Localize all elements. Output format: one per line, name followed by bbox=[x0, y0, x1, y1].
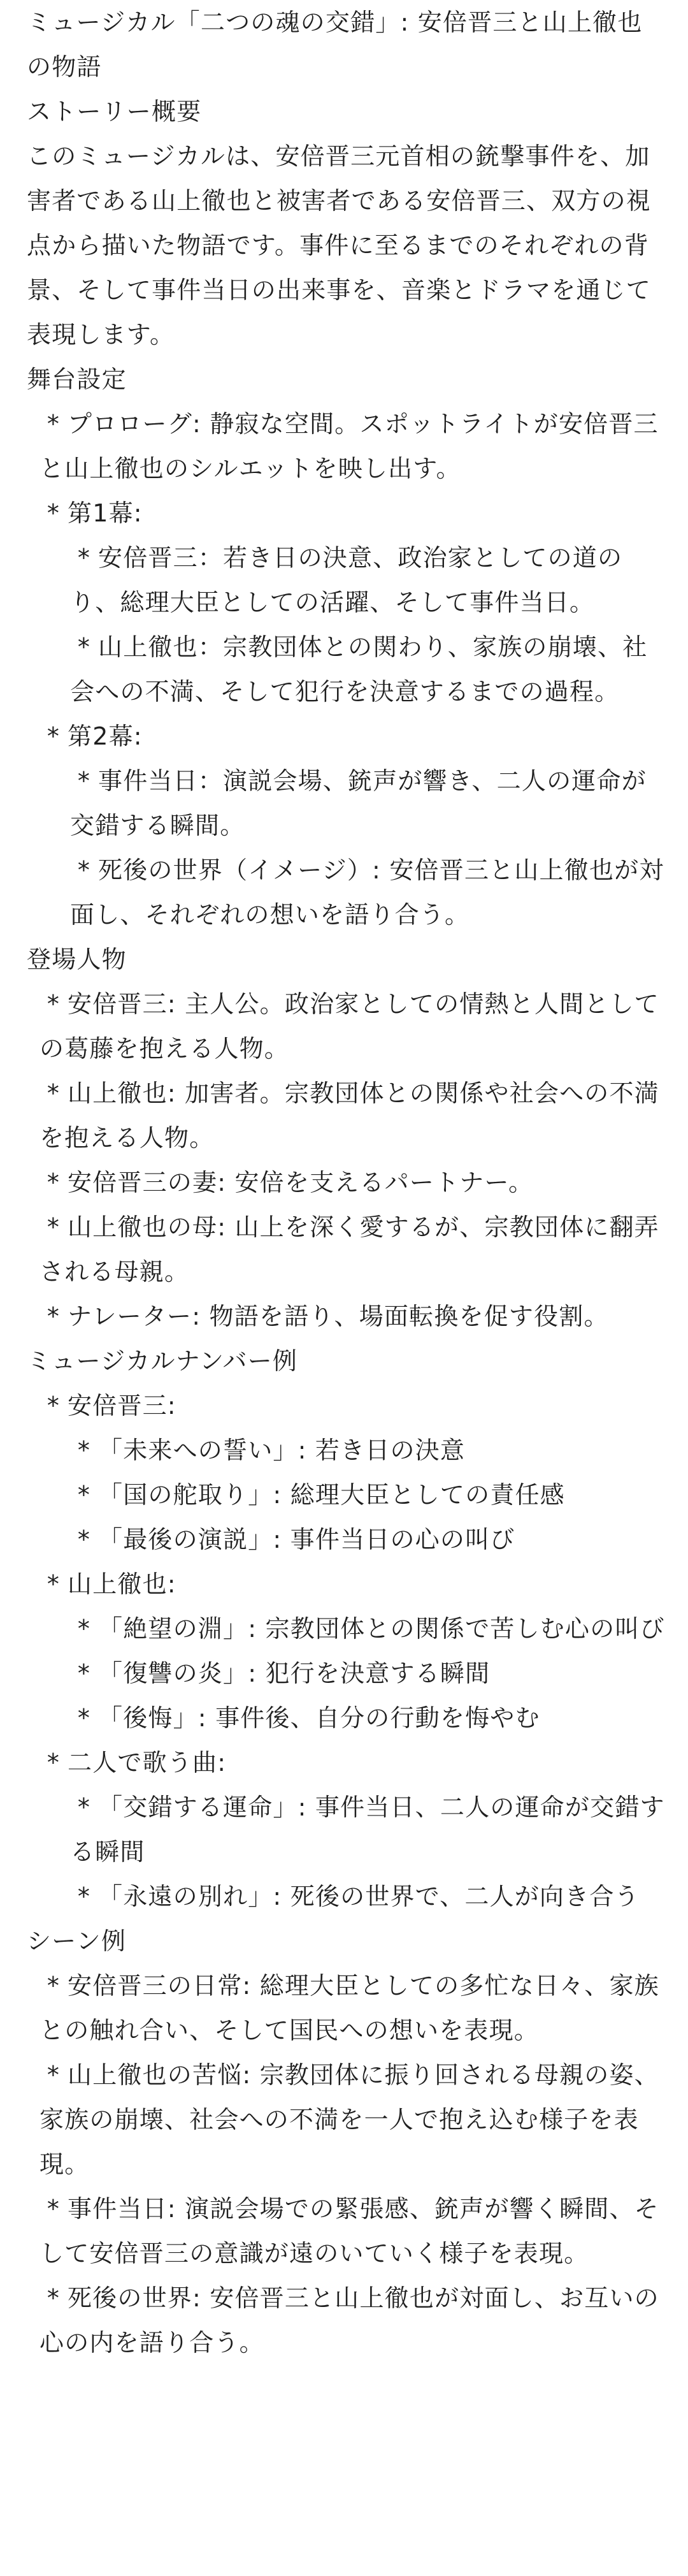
scenes-heading: シーン例 bbox=[27, 1927, 127, 1955]
list-item-char-abe bbox=[27, 982, 665, 1071]
bullet-icon: * bbox=[47, 1168, 61, 1197]
bullet-icon: * bbox=[47, 499, 61, 527]
bullet-icon: * bbox=[77, 1525, 91, 1554]
list-item-text: 安倍晋三の日常: 総理大臣としての多忙な日々、家族との触れ合い、そして国民への想いを表現。 bbox=[39, 1972, 659, 2044]
list-item-text: 「最後の演説」: 事件当日の心の叫び bbox=[98, 1525, 515, 1554]
list-item-text: 第1幕: bbox=[68, 499, 143, 527]
document-title: ミュージカル「二つの魂の交錯」: 安倍晋三と山上徹也の物語 bbox=[27, 8, 643, 81]
bullet-icon: * bbox=[77, 1436, 91, 1464]
bullet-icon: * bbox=[77, 633, 91, 661]
list-item-text: 「永遠の別れ」: 死後の世界で、二人が向き合う bbox=[98, 1882, 640, 1910]
list-item-song bbox=[27, 1517, 665, 1562]
list-item-scene bbox=[27, 2187, 665, 2276]
bullet-icon: * bbox=[47, 722, 61, 750]
list-item-scene bbox=[27, 2053, 665, 2187]
bullet-icon: * bbox=[47, 1213, 61, 1241]
list-item-song bbox=[27, 1785, 665, 1874]
list-item-text: 「交錯する運命」: 事件当日、二人の運命が交錯する瞬間 bbox=[70, 1793, 665, 1866]
list-item-scene bbox=[27, 1963, 665, 2053]
bullet-icon: * bbox=[77, 1793, 91, 1821]
list-item-num-duet bbox=[27, 1740, 665, 1785]
list-item-song bbox=[27, 1428, 665, 1473]
bullet-icon: * bbox=[47, 410, 61, 438]
list-item-text: 二人で歌う曲: bbox=[68, 1749, 227, 1777]
list-item-text: 事件当日: 演説会場での緊張感、銃声が響く瞬間、そして安倍晋三の意識が遠のいていく様子を表現。 bbox=[39, 2195, 659, 2267]
bullet-icon: * bbox=[47, 1079, 61, 1107]
bullet-icon: * bbox=[47, 2195, 61, 2223]
list-item-text: 第2幕: bbox=[68, 722, 143, 750]
story-text: このミュージカルは、安倍晋三元首相の銃撃事件を、加害者である山上徹也と被害者である安倍晋三、双方の視点から描いた物語です。事件に至るまでのそれぞれの背景、そして事件当日の出来事を、音楽とドラマを通じて表現します。 bbox=[27, 142, 652, 349]
list-item-text: ナレーター: 物語を語り、場面転換を促す役割。 bbox=[68, 1302, 609, 1330]
bullet-icon: * bbox=[77, 544, 91, 572]
bullet-icon: * bbox=[77, 767, 91, 795]
bullet-icon: * bbox=[47, 1749, 61, 1777]
bullet-icon: * bbox=[47, 1302, 61, 1330]
list-item-text: 山上徹也：宗教団体との関わり、家族の崩壊、社会への不満、そして犯行を決意するまでの過程。 bbox=[70, 633, 648, 706]
list-item-act2 bbox=[27, 714, 665, 759]
numbers-heading: ミュージカルナンバー例 bbox=[27, 1347, 298, 1375]
list-item-text: 安倍晋三の妻: 安倍を支えるパートナー。 bbox=[68, 1168, 534, 1197]
list-item-text: 「未来への誓い」: 若き日の決意 bbox=[98, 1436, 466, 1464]
list-item-char-yamagami bbox=[27, 1071, 665, 1160]
bullet-icon: * bbox=[77, 1659, 91, 1687]
list-item-text: 山上徹也の母: 山上を深く愛するが、宗教団体に翻弄される母親。 bbox=[39, 1213, 659, 1286]
list-item-text: 「後悔」: 事件後、自分の行動を悔やむ bbox=[98, 1704, 540, 1732]
list-item-act1-abe bbox=[27, 535, 665, 625]
list-item-song bbox=[27, 1606, 665, 1651]
bullet-icon: * bbox=[77, 1882, 91, 1910]
list-item-num-yamagami bbox=[27, 1562, 665, 1606]
list-item-act2-incident bbox=[27, 759, 665, 848]
list-item-char-wife bbox=[27, 1160, 665, 1205]
list-item-text: 安倍晋三: bbox=[68, 1392, 176, 1420]
list-item-text: 「国の舵取り」: 総理大臣としての責任感 bbox=[98, 1481, 565, 1509]
list-item-text: 安倍晋三: 主人公。政治家としての情熱と人間としての葛藤を抱える人物。 bbox=[39, 990, 659, 1063]
list-item-song bbox=[27, 1696, 665, 1740]
list-item-text: 「復讐の炎」: 犯行を決意する瞬間 bbox=[98, 1659, 491, 1687]
list-item-text: 死後の世界: 安倍晋三と山上徹也が対面し、お互いの心の内を語り合う。 bbox=[39, 2284, 659, 2357]
list-item-text: 山上徹也: bbox=[68, 1570, 176, 1598]
list-item-num-abe bbox=[27, 1383, 665, 1428]
bullet-icon: * bbox=[77, 1615, 91, 1643]
story-heading: ストーリー概要 bbox=[27, 98, 202, 126]
list-item-text: プロローグ: 静寂な空間。スポットライトが安倍晋三と山上徹也のシルエットを映し出す。 bbox=[39, 410, 659, 483]
list-item-act1 bbox=[27, 491, 665, 535]
bullet-icon: * bbox=[77, 1481, 91, 1509]
list-item-text: 安倍晋三：若き日の決意、政治家としての道のり、総理大臣としての活躍、そして事件当日。 bbox=[70, 544, 623, 616]
list-item-song bbox=[27, 1473, 665, 1517]
list-item-scene bbox=[27, 2276, 665, 2365]
list-item-text: 事件当日：演説会場、銃声が響き、二人の運命が交錯する瞬間。 bbox=[70, 767, 647, 840]
list-item-act1-yamagami bbox=[27, 625, 665, 714]
bullet-icon: * bbox=[47, 2284, 61, 2312]
list-item-text: 「絶望の淵」: 宗教団体との関係で苦しむ心の叫び bbox=[98, 1615, 665, 1643]
bullet-icon: * bbox=[47, 990, 61, 1018]
list-item-text: 山上徹也: 加害者。宗教団体との関係や社会への不満を抱える人物。 bbox=[39, 1079, 659, 1152]
stage-heading: 舞台設定 bbox=[27, 365, 127, 393]
list-item-text: 山上徹也の苦悩: 宗教団体に振り回される母親の姿、家族の崩壊、社会への不満を一人で抱え込む様子を表現。 bbox=[39, 2061, 659, 2178]
bullet-icon: * bbox=[47, 1972, 61, 2000]
list-item-char-mother bbox=[27, 1205, 665, 1294]
bullet-icon: * bbox=[47, 1570, 61, 1598]
list-item-song bbox=[27, 1651, 665, 1696]
bullet-icon: * bbox=[77, 1704, 91, 1732]
characters-heading: 登場人物 bbox=[27, 945, 127, 973]
bullet-icon: * bbox=[47, 1392, 61, 1420]
bullet-icon: * bbox=[47, 2061, 61, 2089]
bullet-icon: * bbox=[77, 856, 91, 884]
list-item-act2-afterlife bbox=[27, 848, 665, 937]
list-item-song bbox=[27, 1874, 665, 1919]
list-item-prologue bbox=[27, 402, 665, 491]
list-item-char-narrator bbox=[27, 1294, 665, 1339]
list-item-text: 死後の世界（イメージ）: 安倍晋三と山上徹也が対面し、それぞれの想いを語り合う。 bbox=[70, 856, 664, 929]
